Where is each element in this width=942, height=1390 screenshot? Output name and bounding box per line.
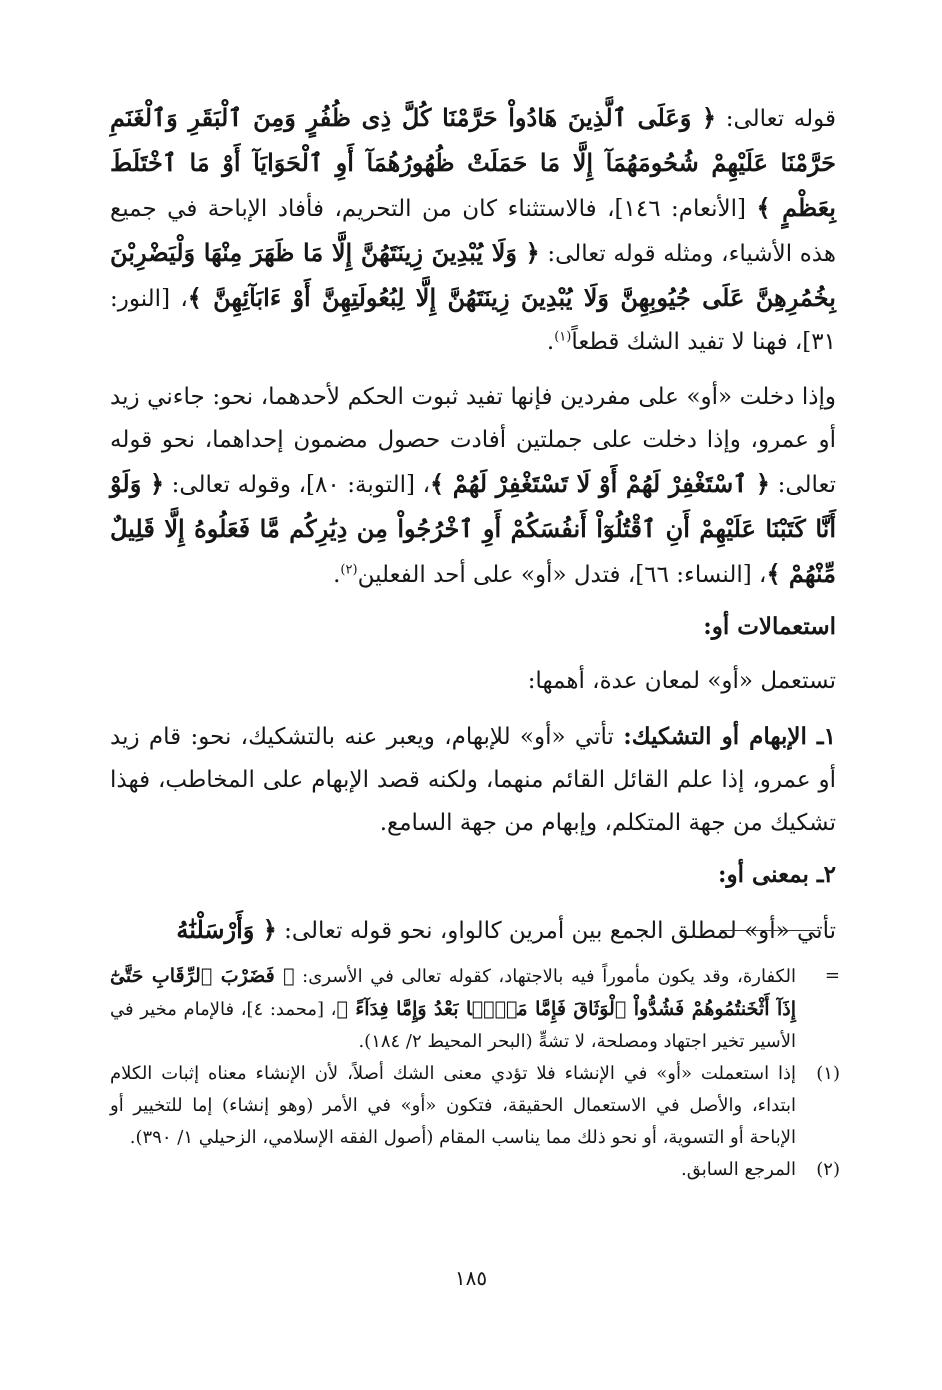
footnote-2 <box>110 1154 840 1186</box>
footnote-ref-2[interactable]: (٢) <box>340 562 358 578</box>
section-heading-usages: استعمالات أو: <box>703 613 836 640</box>
footnote-ref-1[interactable]: (١) <box>554 329 572 345</box>
subheading-ambiguity: ١ـ الإبهام أو التشكيك: <box>623 723 836 750</box>
footnote-1-text: إذا استعملت «أو» في الإنشاء فلا تؤدي معنى الشك أصلاً، لأن الإنشاء معناه إثبات الكلام ابتداء، والأصل في الاستعمال الحقيقة، فتكون «أو» في الأمر (وهو إنشاء) إما للتخيير أو الإباحة أو التسوية، أو نحو ذلك مما يناسب المقام (أصول الفقه الإسلامي، الزحيلي ١/ ٣٩٠). <box>110 1063 796 1148</box>
paragraph-1-text-a: قوله تعالى: <box>716 106 836 132</box>
paragraph-2 <box>110 376 836 597</box>
paragraph-1-text-b: [الأنعام: ١٤٦]، فالاستثناء كان من التحريم، فأفاد الإباحة في جميع هذه الأشياء، ومثله قوله تعالى: <box>110 196 836 267</box>
quran-verse-anam: ﴿ وَعَلَى ٱلَّذِينَ هَادُواْ حَرَّمْنَا كُلَّ ذِى ظُفُرٍ وَمِنَ ٱلْبَقَرِ وَٱلْغَنَمِ حَرَّمْنَا عَلَيْهِمْ شُحُومَهُمَآ إِلَّا مَا حَمَلَتْ ظُهُورُهُمَآ أَوِ ٱلْحَوَايَآ أَوْ مَا ٱخْتَلَطَ بِعَظْمٍ ﴾ <box>110 103 836 222</box>
paragraph-1-period: . <box>546 329 555 355</box>
footnote-continued <box>110 960 840 1058</box>
paragraph-1 <box>110 96 836 364</box>
paragraph-1-text-c: ، [النور: ٣١]، فهنا لا تفيد الشك قطعاً <box>110 286 836 355</box>
footnote-2-text: المرجع السابق. <box>680 1159 796 1180</box>
section-heading-meaning: ٢ـ بمعنى أو: <box>717 861 836 888</box>
paragraph-4-text: تأتي «أو» للإبهام، ويعبر عنه بالتشكيك، نحو: قام زيد أو عمرو، إذا علم القائل القائم منهما، ولكنه قصد الإبهام على المخاطب، فهذا تشكيك من جهة المتكلم، وإبهام من جهة السامع. <box>110 724 836 836</box>
footnote-continued-marker: = <box>824 965 840 986</box>
paragraph-4 <box>110 715 836 845</box>
footnote-1-marker: (١) <box>816 1063 840 1084</box>
quran-verse-tawba: ﴿ ٱسْتَغْفِرْ لَهُمْ أَوْ لَا تَسْتَغْفِرْ لَهُمْ ﴾ <box>430 469 770 498</box>
paragraph-5-text: تأتي «أو» لمطلق الجمع بين أمرين كالواو، نحو قوله تعالى: <box>276 918 836 944</box>
paragraph-3: تستعمل «أو» لمعان عدة، أهمها: <box>527 668 836 694</box>
footnote-continued-text-a: الكفارة، وقد يكون مأموراً فيه بالاجتهاد، كقوله تعالى في الأسرى: <box>294 966 796 987</box>
footnote-1 <box>110 1058 840 1154</box>
footnotes <box>110 960 840 1186</box>
footnote-2-marker: (٢) <box>816 1159 840 1180</box>
main-text <box>110 96 836 953</box>
page-number: ١٨٥ <box>454 1266 488 1290</box>
footnote-continued-text-b: ، [محمد: ٤]، فالإمام مخير في الأسير تخير اجتهاد ومصلحة، لا تشهٍّ (البحر المحيط ٢/ ١٨٤). <box>110 999 796 1052</box>
paragraph-2-text-c: ، [النساء: ٦٦]، فتدل «أو» على أحد الفعلين <box>357 562 767 588</box>
footnote-separator <box>720 930 820 931</box>
paragraph-2-period: . <box>333 562 341 588</box>
quran-verse-nisa: ﴿ وَلَوْ أَنَّا كَتَبْنَا عَلَيْهِمْ أَنِ ٱقْتُلُوٓاْ أَنفُسَكُمْ أَوِ ٱخْرُجُواْ مِن دِيَٰرِكُم مَّا فَعَلُوهُ إِلَّا قَلِيلٌ مِّنْهُمْ ﴾ <box>110 469 836 588</box>
paragraph-2-text-b: ، [التوبة: ٨٠]، وقوله تعالى: <box>164 472 431 498</box>
quran-verse-saffat: ﴿ وَأَرْسَلْنَٰهُ <box>176 915 277 944</box>
quran-verse-nur: ﴿ وَلَا يُبْدِينَ زِينَتَهُنَّ إِلَّا مَا ظَهَرَ مِنْهَا وَلْيَضْرِبْنَ بِخُمُرِهِنَّ عَلَى جُيُوبِهِنَّ وَلَا يُبْدِينَ زِينَتَهُنَّ إِلَّا لِبُعُولَتِهِنَّ أَوْ ءَابَآئِهِنَّ ﴾ <box>110 238 836 312</box>
quran-verse-muhammad: ﴿ فَضَرْبَ ٱلرِّقَابِ حَتَّىٰٓ إِذَآ أَثْخَنتُمُوهُمْ فَشُدُّواْ ٱلْوَثَاقَ فَإِمَّا مَنًّۢا بَعْدُ وَإِمَّا فِدَآءً ﴾ <box>110 965 796 1020</box>
paragraph-2-text-a: وإذا دخلت «أو» على مفردين فإنها تفيد ثبوت الحكم لأحدهما، نحو: جاءني زيد أو عمرو، وإذا دخلت على جملتين أفادت حصول مضمون إحداهما، نحو قوله تعالى: <box>110 384 837 498</box>
